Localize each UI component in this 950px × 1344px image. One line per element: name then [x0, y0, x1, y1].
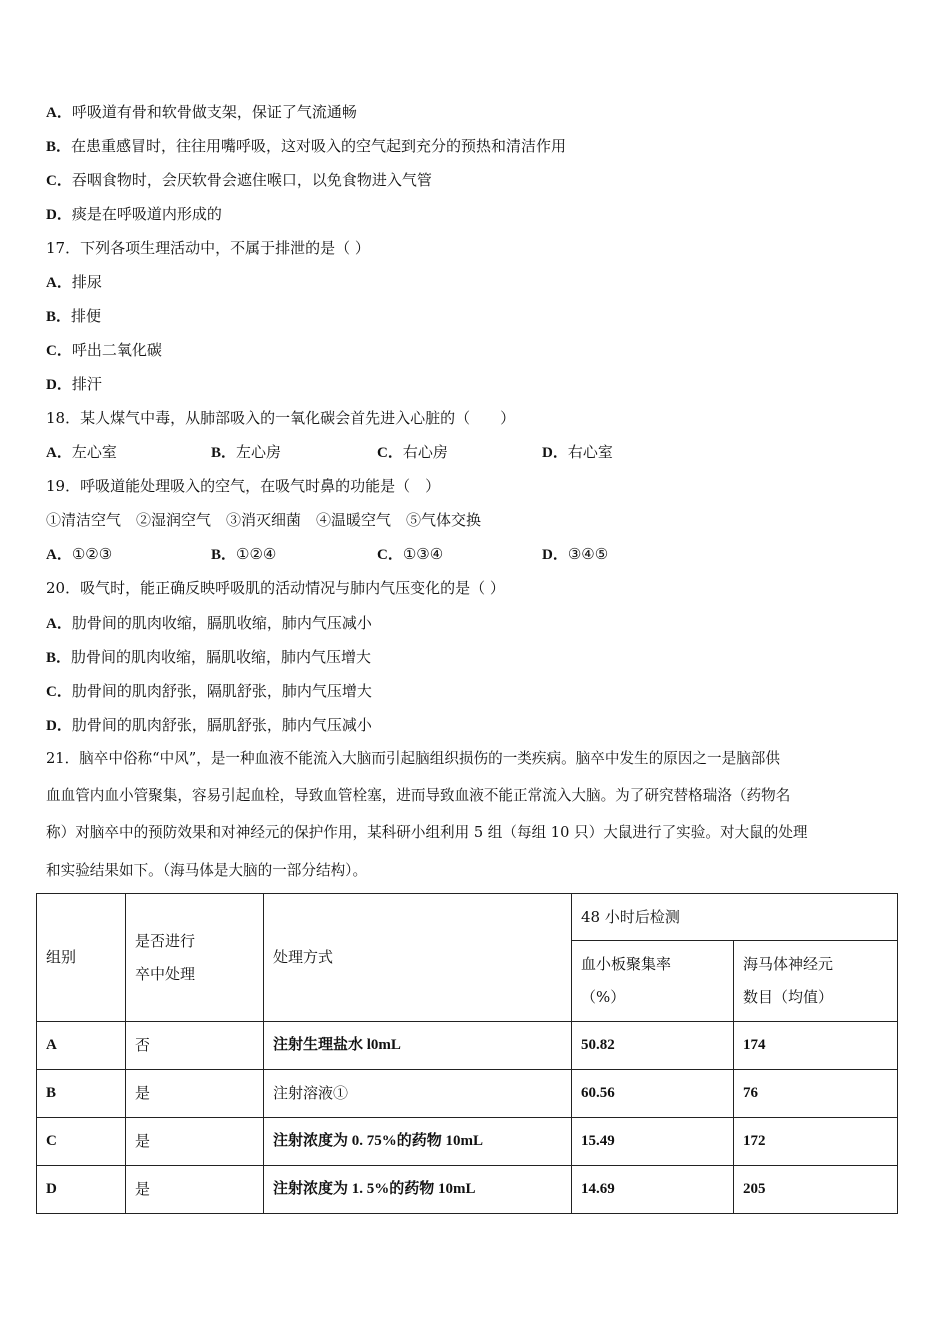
header-method: 处理方式 [264, 894, 572, 1022]
q19-stem: 19．呼吸道能处理吸入的空气，在吸气时鼻的功能是（ ） [46, 477, 441, 495]
cell-stroke: 是 [126, 1070, 264, 1118]
table-row [37, 1118, 898, 1166]
header-platelet-rate: 血小板聚集率 （%） [572, 941, 734, 1022]
q17-option-d: D．排汗 [46, 375, 102, 393]
table-row [37, 1022, 898, 1070]
q21-stem-line-1: 21．脑卒中俗称“中风”，是一种血液不能流入大脑而引起脑组织损伤的一类疾病。脑卒中发生的原因之一是脑部供 [46, 750, 780, 767]
q17-stem: 17．下列各项生理活动中，不属于排泄的是（ ） [46, 239, 370, 257]
cell-neuron: 172 [734, 1118, 898, 1166]
cell-group: C [37, 1118, 126, 1166]
cell-platelet: 15.49 [572, 1118, 734, 1166]
q21-stem-line-2: 血血管内血小管聚集，容易引起血栓，导致血管栓塞，进而导致血液不能正常流入大脑。为了研究替格瑞洛（药物名 [46, 787, 791, 804]
header-stroke-treatment: 是否进行 卒中处理 [126, 894, 264, 1022]
q20-option-b: B．肋骨间的肌肉收缩，膈肌收缩，肺内气压增大 [46, 648, 372, 666]
table-row [37, 1166, 898, 1214]
cell-method: 注射生理盐水 l0mL [264, 1022, 572, 1070]
q21-stem-line-3: 称）对脑卒中的预防效果和对神经元的保护作用，某科研小组利用 5 组（每组 10 只）大鼠进行了实验。对大鼠的处理 [46, 824, 808, 841]
q19-option-b: B．①②④ [211, 545, 277, 563]
cell-neuron: 76 [734, 1070, 898, 1118]
cell-stroke: 是 [126, 1118, 264, 1166]
cell-neuron: 205 [734, 1166, 898, 1214]
q19-option-a: A．①②③ [46, 545, 113, 563]
cell-method: 注射溶液① [264, 1070, 572, 1118]
cell-platelet: 60.56 [572, 1070, 734, 1118]
cell-stroke: 否 [126, 1022, 264, 1070]
q18-stem: 18．某人煤气中毒，从肺部吸入的一氧化碳会首先进入心脏的（ ） [46, 409, 516, 427]
q16-option-d: D．痰是在呼吸道内形成的 [46, 205, 222, 223]
cell-platelet: 50.82 [572, 1022, 734, 1070]
cell-group: A [37, 1022, 126, 1070]
q18-option-a: A．左心室 [46, 443, 117, 461]
q18-option-d: D．右心室 [542, 443, 613, 461]
q16-option-a: A．呼吸道有骨和软骨做支架，保证了气流通畅 [46, 103, 357, 121]
q20-option-c: C．肋骨间的肌肉舒张，隔肌舒张，肺内气压增大 [46, 682, 372, 700]
q18-option-b: B．左心房 [211, 443, 282, 461]
experiment-table [36, 893, 898, 1214]
q17-option-b: B．排便 [46, 307, 102, 325]
cell-method: 注射浓度为 0. 75%的药物 10mL [264, 1118, 572, 1166]
q20-option-a: A．肋骨间的肌肉收缩，膈肌收缩，肺内气压减小 [46, 614, 372, 632]
header-neuron-count: 海马体神经元 数目（均值） [734, 941, 898, 1022]
q17-option-c: C．呼出二氧化碳 [46, 341, 162, 359]
cell-stroke: 是 [126, 1166, 264, 1214]
q20-option-d: D．肋骨间的肌肉舒张，膈肌舒张，肺内气压减小 [46, 716, 372, 734]
q19-option-c: C．①③④ [377, 545, 444, 563]
q18-option-c: C．右心房 [377, 443, 448, 461]
q16-option-b: B．在患重感冒时，往往用嘴呼吸，这对吸入的空气起到充分的预热和清洁作用 [46, 137, 567, 155]
cell-group: D [37, 1166, 126, 1214]
q19-items: ①清洁空气 ②湿润空气 ③消灭细菌 ④温暖空气 ⑤气体交换 [46, 511, 482, 529]
q19-option-d: D．③④⑤ [542, 545, 609, 563]
q17-option-a: A．排尿 [46, 273, 102, 291]
header-after-48h: 48 小时后检测 [572, 894, 898, 941]
q16-option-c: C．吞咽食物时，会厌软骨会遮住喉口，以免食物进入气管 [46, 171, 432, 189]
cell-neuron: 174 [734, 1022, 898, 1070]
q20-stem: 20．吸气时，能正确反映呼吸肌的活动情况与肺内气压变化的是（ ） [46, 579, 505, 597]
header-group: 组别 [37, 894, 126, 1022]
cell-method: 注射浓度为 1. 5%的药物 10mL [264, 1166, 572, 1214]
table-row [37, 1070, 898, 1118]
cell-group: B [37, 1070, 126, 1118]
q21-stem-line-4: 和实验结果如下。（海马体是大脑的一部分结构）。 [46, 862, 368, 879]
cell-platelet: 14.69 [572, 1166, 734, 1214]
table-header-row-1 [37, 894, 898, 941]
